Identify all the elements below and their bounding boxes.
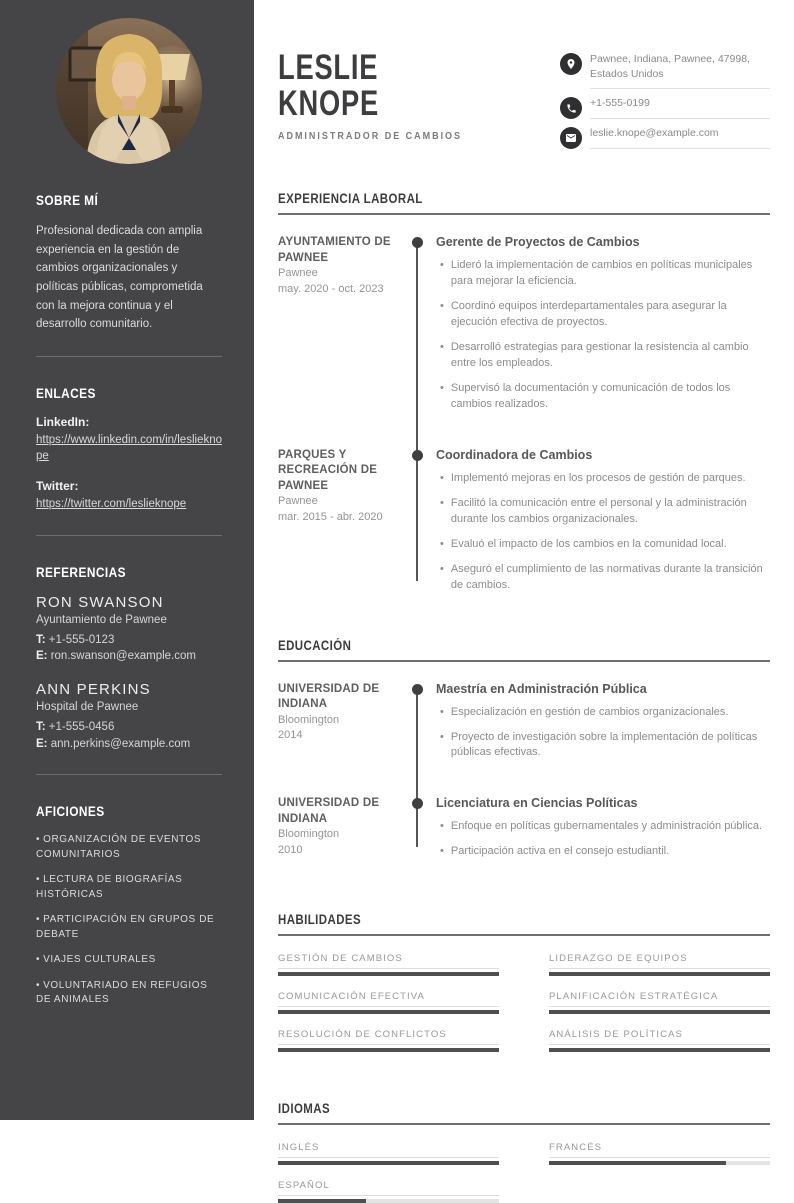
- bullet-icon: •: [36, 874, 41, 886]
- language-bar-track: [278, 1199, 499, 1203]
- contact-email-row: [560, 126, 770, 149]
- experience-location: Pawnee: [278, 267, 318, 280]
- hobbies-list: [36, 833, 222, 1008]
- education-detail: [423, 682, 770, 771]
- links-list: [36, 415, 222, 513]
- reference-phone: T: +1-555-0123: [36, 633, 115, 646]
- bullet-icon: •: [36, 914, 41, 926]
- experience-bullet: • Coordinó equipos interdepartamentales para asegurar la ejecución efectiva de proyectos.: [436, 299, 770, 331]
- reference-item: [36, 594, 222, 665]
- hobby-item: • VOLUNTARIADO EN REFUGIOS DE ANIMALES: [36, 979, 208, 1006]
- skill-label: COMUNICACIÓN EFECTIVA: [278, 991, 425, 1003]
- timeline-dot: [412, 684, 423, 695]
- education-dates: 2010: [278, 843, 303, 856]
- language-topline: [278, 1195, 499, 1196]
- experience-location: Pawnee: [278, 495, 318, 508]
- skill-bar-track: [549, 972, 770, 976]
- education-location: Bloomington: [278, 713, 340, 726]
- education-bullets: [436, 819, 770, 860]
- about-heading: SOBRE MÍ: [36, 192, 99, 208]
- bullet-icon: •: [440, 300, 444, 313]
- contact-location-row: [560, 52, 770, 89]
- bullet-icon: •: [440, 562, 444, 575]
- skill-item: [549, 953, 770, 976]
- header: [278, 50, 770, 156]
- skill-topline: [278, 1044, 499, 1045]
- skill-bar-fill: [549, 1010, 770, 1014]
- skill-bar-track: [549, 1048, 770, 1052]
- contact-phone: +1-555-0199: [590, 96, 770, 118]
- language-label: FRANCÉS: [549, 1142, 603, 1154]
- language-bar-fill: [549, 1161, 726, 1165]
- link-label: Twitter:: [36, 479, 79, 494]
- reference-org: Hospital de Pawnee: [36, 701, 139, 714]
- skill-bar-fill: [278, 972, 499, 976]
- experience-item: [278, 448, 770, 603]
- skill-item: [278, 953, 499, 976]
- hobby-item: • PARTICIPACIÓN EN GRUPOS DE DEBATE: [36, 914, 215, 940]
- link-item: [36, 479, 222, 513]
- sidebar-divider: [36, 535, 222, 536]
- skill-item: [278, 1029, 499, 1052]
- experience-title: Coordinadora de Cambios: [436, 447, 593, 462]
- skill-topline: [278, 1006, 499, 1007]
- education-title: Licenciatura en Ciencias Políticas: [436, 796, 638, 811]
- skill-label: ANÁLISIS DE POLÍTICAS: [549, 1029, 683, 1041]
- bullet-icon: •: [440, 471, 444, 484]
- education-location: Bloomington: [278, 828, 340, 841]
- experience-org-block: [278, 448, 404, 603]
- language-item: [278, 1180, 499, 1203]
- bullet-icon: •: [440, 845, 444, 858]
- location-icon: [560, 53, 582, 75]
- contact-location: Pawnee, Indiana, Pawnee, 47998, Estados Unidos: [590, 52, 770, 89]
- education-bullet: • Participación activa en el consejo estudiantil.: [436, 844, 770, 860]
- references-list: [36, 594, 222, 753]
- link-item: [36, 415, 222, 465]
- bullet-icon: •: [440, 496, 444, 509]
- experience-bullets: [436, 471, 770, 594]
- portrait-illustration: [56, 18, 202, 164]
- contact-block: [560, 52, 770, 156]
- reference-email: E: ann.perkins@example.com: [36, 737, 191, 750]
- hobbies-heading: AFICIONES: [36, 803, 105, 820]
- skill-label: PLANIFICACIÓN ESTRATÉGICA: [549, 991, 719, 1003]
- experience-dates: may. 2020 - oct. 2023: [278, 282, 384, 295]
- education-heading: EDUCACIÓN: [278, 637, 770, 662]
- timeline-dot: [412, 237, 423, 248]
- education-org-block: [278, 796, 404, 869]
- skill-item: [278, 991, 499, 1014]
- reference-name: RON SWANSON: [36, 593, 164, 611]
- language-item: [278, 1142, 499, 1165]
- bullet-icon: •: [36, 954, 41, 966]
- timeline-dot: [412, 450, 423, 461]
- experience-bullet: • Lideró la implementación de cambios en políticas municipales para mejorar la eficiencia.: [436, 258, 770, 290]
- education-org: UNIVERSIDAD DE INDIANA: [278, 682, 380, 711]
- skill-bar-track: [549, 1010, 770, 1014]
- link-url[interactable]: https://www.linkedin.com/in/leslieknope: [36, 433, 222, 463]
- experience-org: PARQUES Y RECREACIÓN DE PAWNEE: [278, 448, 378, 492]
- sidebar-divider: [36, 774, 222, 775]
- experience-bullet: • Evaluó el impacto de los cambios en la comunidad local.: [436, 537, 770, 553]
- language-label: INGLÉS: [278, 1142, 320, 1154]
- experience-org: AYUNTAMIENTO DE PAWNEE: [278, 236, 391, 264]
- reference-phone: T: +1-555-0456: [36, 721, 115, 734]
- bullet-icon: •: [440, 382, 444, 395]
- bullet-icon: •: [440, 537, 444, 550]
- contact-email: leslie.knope@example.com: [590, 126, 770, 148]
- skill-item: [549, 1029, 770, 1052]
- phone-icon: [560, 97, 582, 119]
- skills-heading: HABILIDADES: [278, 911, 770, 936]
- education-item: [278, 682, 770, 771]
- language-bar-fill: [278, 1161, 499, 1165]
- links-heading: ENLACES: [36, 384, 96, 401]
- languages-grid: [278, 1142, 770, 1203]
- first-name: LESLIE: [278, 48, 379, 87]
- job-title: ADMINISTRADOR DE CAMBIOS: [278, 131, 463, 143]
- experience-timeline: [278, 235, 770, 602]
- languages-section: [278, 1100, 770, 1203]
- education-org-block: [278, 682, 404, 771]
- education-title: Maestría en Administración Pública: [436, 681, 647, 696]
- education-bullet: • Enfoque en políticas gubernamentales y administración pública.: [436, 819, 770, 835]
- skill-bar-track: [278, 1048, 499, 1052]
- skill-bar-fill: [549, 1048, 770, 1052]
- experience-bullet: • Supervisó la documentación y comunicación de todos los cambios realizados.: [436, 381, 770, 413]
- reference-item: [36, 681, 222, 752]
- experience-detail: [423, 235, 770, 422]
- skills-grid: [278, 953, 770, 1052]
- language-label: ESPAÑOL: [278, 1180, 330, 1192]
- reference-org: Ayuntamiento de Pawnee: [36, 613, 167, 626]
- education-detail: [423, 796, 770, 869]
- skill-bar-fill: [278, 1048, 499, 1052]
- main-content: [254, 0, 794, 1192]
- sidebar-divider: [36, 356, 222, 357]
- language-bar-track: [549, 1161, 770, 1165]
- skill-topline: [549, 1044, 770, 1045]
- experience-bullets: [436, 258, 770, 413]
- skill-bar-fill: [278, 1010, 499, 1014]
- experience-bullet: • Aseguró el cumplimiento de las normativas durante la transición de cambios.: [436, 562, 770, 594]
- language-bar-fill: [278, 1199, 366, 1203]
- education-dates: 2014: [278, 728, 303, 741]
- bullet-icon: •: [36, 979, 41, 991]
- name-block: [278, 50, 560, 142]
- bullet-icon: •: [36, 834, 41, 846]
- education-item: [278, 796, 770, 869]
- contact-phone-row: [560, 96, 770, 119]
- experience-bullet: • Facilitó la comunicación entre el personal y la administración durante los cambios organizacionales.: [436, 496, 770, 528]
- link-url[interactable]: https://twitter.com/leslieknope: [36, 498, 187, 511]
- language-topline: [549, 1157, 770, 1158]
- language-item: [549, 1142, 770, 1165]
- hobby-item: • ORGANIZACIÓN DE EVENTOS COMUNITARIOS: [36, 834, 202, 860]
- skill-bar-track: [278, 1010, 499, 1014]
- hobby-item: • VIAJES CULTURALES: [36, 954, 156, 966]
- language-bar-track: [278, 1161, 499, 1165]
- skill-label: LIDERAZGO DE EQUIPOS: [549, 953, 688, 965]
- experience-dates: mar. 2015 - abr. 2020: [278, 510, 383, 523]
- skills-section: [278, 911, 770, 1052]
- experience-detail: [423, 448, 770, 603]
- skill-topline: [549, 968, 770, 969]
- email-icon: [560, 127, 582, 149]
- skill-label: GESTIÓN DE CAMBIOS: [278, 953, 403, 965]
- link-label: LinkedIn:: [36, 414, 90, 429]
- education-bullets: [436, 705, 770, 762]
- skill-bar-fill: [549, 972, 770, 976]
- timeline-dot: [412, 798, 423, 809]
- reference-name: ANN PERKINS: [36, 681, 151, 699]
- experience-heading: EXPERIENCIA LABORAL: [278, 190, 770, 215]
- experience-bullet: • Implementó mejoras en los procesos de gestión de parques.: [436, 471, 770, 487]
- education-section: [278, 637, 770, 870]
- language-topline: [278, 1157, 499, 1158]
- bullet-icon: •: [440, 705, 444, 718]
- education-org: UNIVERSIDAD DE INDIANA: [278, 797, 380, 825]
- hobby-item: • LECTURA DE BIOGRAFÍAS HISTÓRICAS: [36, 874, 183, 900]
- education-bullet: • Proyecto de investigación sobre la implementación de políticas públicas efectivas.: [436, 730, 770, 762]
- experience-title: Gerente de Proyectos de Cambios: [436, 235, 640, 250]
- skill-item: [549, 991, 770, 1014]
- education-bullet: • Especialización en gestión de cambios organizacionales.: [436, 705, 770, 721]
- experience-section: [278, 190, 770, 602]
- education-timeline: [278, 682, 770, 870]
- sidebar: [0, 0, 254, 1120]
- bullet-icon: •: [440, 820, 444, 833]
- skill-topline: [549, 1006, 770, 1007]
- skill-bar-track: [278, 972, 499, 976]
- bullet-icon: •: [440, 341, 444, 354]
- skill-topline: [278, 968, 499, 969]
- last-name: KNOPE: [278, 84, 379, 124]
- experience-org-block: [278, 235, 404, 422]
- bullet-icon: •: [440, 259, 444, 272]
- experience-bullet: • Desarrolló estrategias para gestionar la resistencia al cambio entre los empleados.: [436, 340, 770, 372]
- languages-heading: IDIOMAS: [278, 1100, 770, 1125]
- references-heading: REFERENCIAS: [36, 563, 126, 580]
- bullet-icon: •: [440, 730, 444, 743]
- reference-email: E: ron.swanson@example.com: [36, 650, 196, 663]
- profile-photo: [56, 18, 202, 164]
- skill-label: RESOLUCIÓN DE CONFLICTOS: [278, 1029, 447, 1041]
- experience-item: [278, 235, 770, 422]
- about-text: Profesional dedicada con amplia experiencia en la gestión de cambios organizacionales y políticas públicas, comprometida con la mejora continua y el desarrollo comunitario.: [36, 225, 203, 331]
